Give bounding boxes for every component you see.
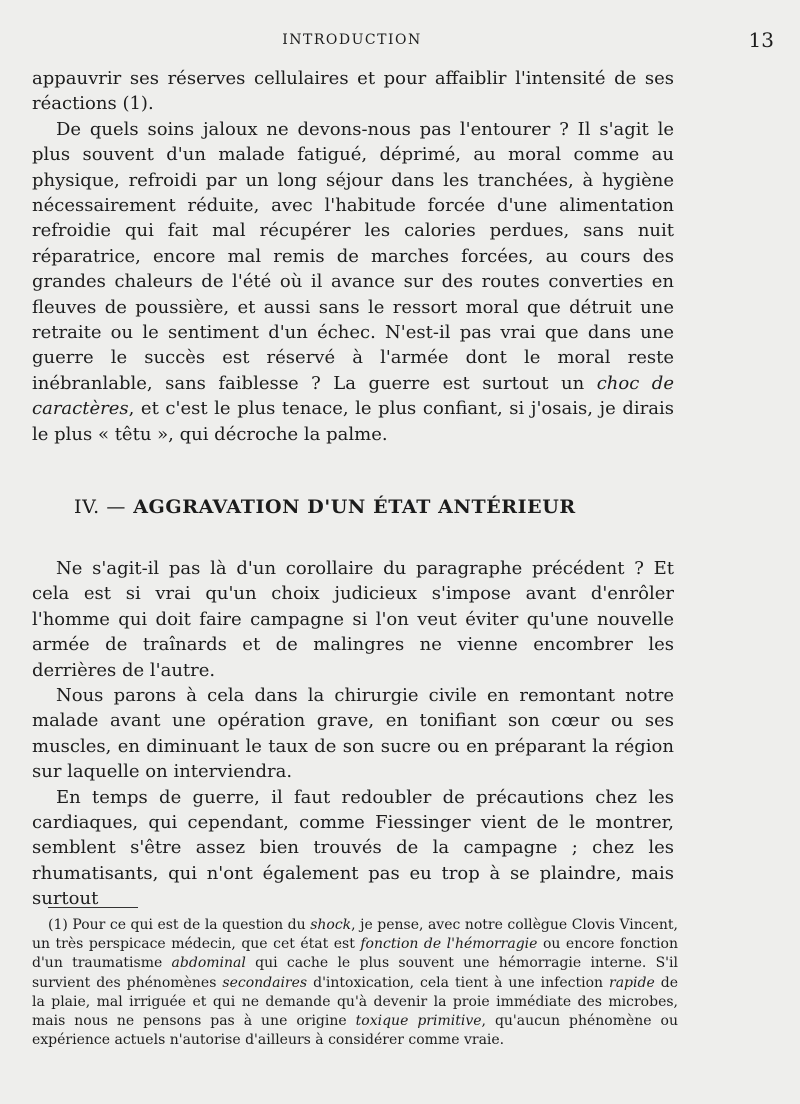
paragraph: Nous parons à cela dans la chirurgie civile en remontant notre malade avant une opération grave, en tonifiant son cœur ou ses muscles, en diminuant le taux de son sucre ou en préparant la région sur laquelle on interviendra. <box>32 685 674 783</box>
page-number: 13 <box>748 28 774 52</box>
section-number: IV. — <box>74 496 126 518</box>
emphasis: secondaires <box>222 974 308 991</box>
emphasis: shock <box>310 917 352 933</box>
section-heading <box>74 496 576 518</box>
text-run: qui cache le plus souvent une hémorragie interne. S'il survient des phénomènes <box>32 955 678 991</box>
paragraph: En temps de guerre, il faut redoubler de précautions chez les cardiaques, qui cependant, comme Fiessinger vient de le montrer, semblent s'être assez bien trouvés de la campagne ; chez les rhumatisants, qui n'ont également pas eu trop à se plaindre, mais surtout <box>32 786 674 910</box>
text-run: d'intoxication, cela tient à une infection <box>307 974 610 991</box>
footnote-rule <box>48 907 138 908</box>
text-run: (1) Pour ce qui est de la question du <box>48 917 311 933</box>
paragraph: Ne s'agit-il pas là d'un corollaire du paragraphe précédent ? Et cela est si vrai qu'un choix judicieux s'impose avant d'enrôler l'homme qui doit faire campagne si l'on veut éviter qu'une nouvelle armée de traînards et de malingres ne vienne encombrer les derrières de l'autre. <box>32 558 674 681</box>
intro-text <box>32 66 674 447</box>
section-title: AGGRAVATION D'UN ÉTAT ANTÉRIEUR <box>133 496 576 518</box>
page-header <box>32 28 774 54</box>
text-run: de la plaie, mal irriguée et qui ne demande qu'à devenir la proie immédiate des microbes, mais nous ne pensons pas à une origine <box>32 974 678 1030</box>
paragraph <box>32 117 674 447</box>
emphasis: toxique primitive <box>355 1013 482 1030</box>
running-title: INTRODUCTION <box>282 32 422 48</box>
text-run: , et c'est le plus tenace, le plus confiant, si j'osais, je dirais le plus « têtu », qui décroche la palme. <box>32 398 674 445</box>
paragraph-continuation: appauvrir ses réserves cellulaires et pour affaiblir l'intensité de ses réactions (1). <box>32 68 674 115</box>
footnote-text <box>32 916 678 1050</box>
emphasis: abdominal <box>171 955 246 972</box>
emphasis: fonction de l'hémorragie <box>360 936 538 953</box>
text-run: ou encore fonction d'un traumatisme <box>32 936 678 972</box>
text-run: , qu'aucun phénomène ou expérience actuels n'autorise d'ailleurs à considérer comme vraie. <box>32 1013 678 1049</box>
text-run: , je pense, avec notre collègue Clovis Vincent, un très perspicace médecin, que cet état est <box>32 917 678 953</box>
text-run: De quels soins jaloux ne devons-nous pas l'entourer ? Il s'agit le plus souvent d'un malade fatigué, déprimé, au moral comme au physique, refroidi par un long séjour dans les tranchées, à hygiène nécessairement réduite, avec l'habitude forcée d'une alimentation refroidie qui fait mal récupérer les calories perdues, sans nuit réparatrice, encore mal remis de marches forcées, au cours des grandes chaleurs de l'été où il avance sur des routes converties en fleuves de poussière, et aussi sans le ressort moral que détruit une retraite ou le sentiment d'un échec. N'est-il pas vrai que dans une guerre le succès est réservé à l'armée dont le moral reste inébranlable, sans faiblesse ? La guerre est surtout un <box>32 118 674 394</box>
emphasis: rapide <box>609 974 655 991</box>
emphasis: choc de caractères <box>32 372 674 420</box>
section-text <box>32 556 674 912</box>
footnote <box>32 916 678 1050</box>
